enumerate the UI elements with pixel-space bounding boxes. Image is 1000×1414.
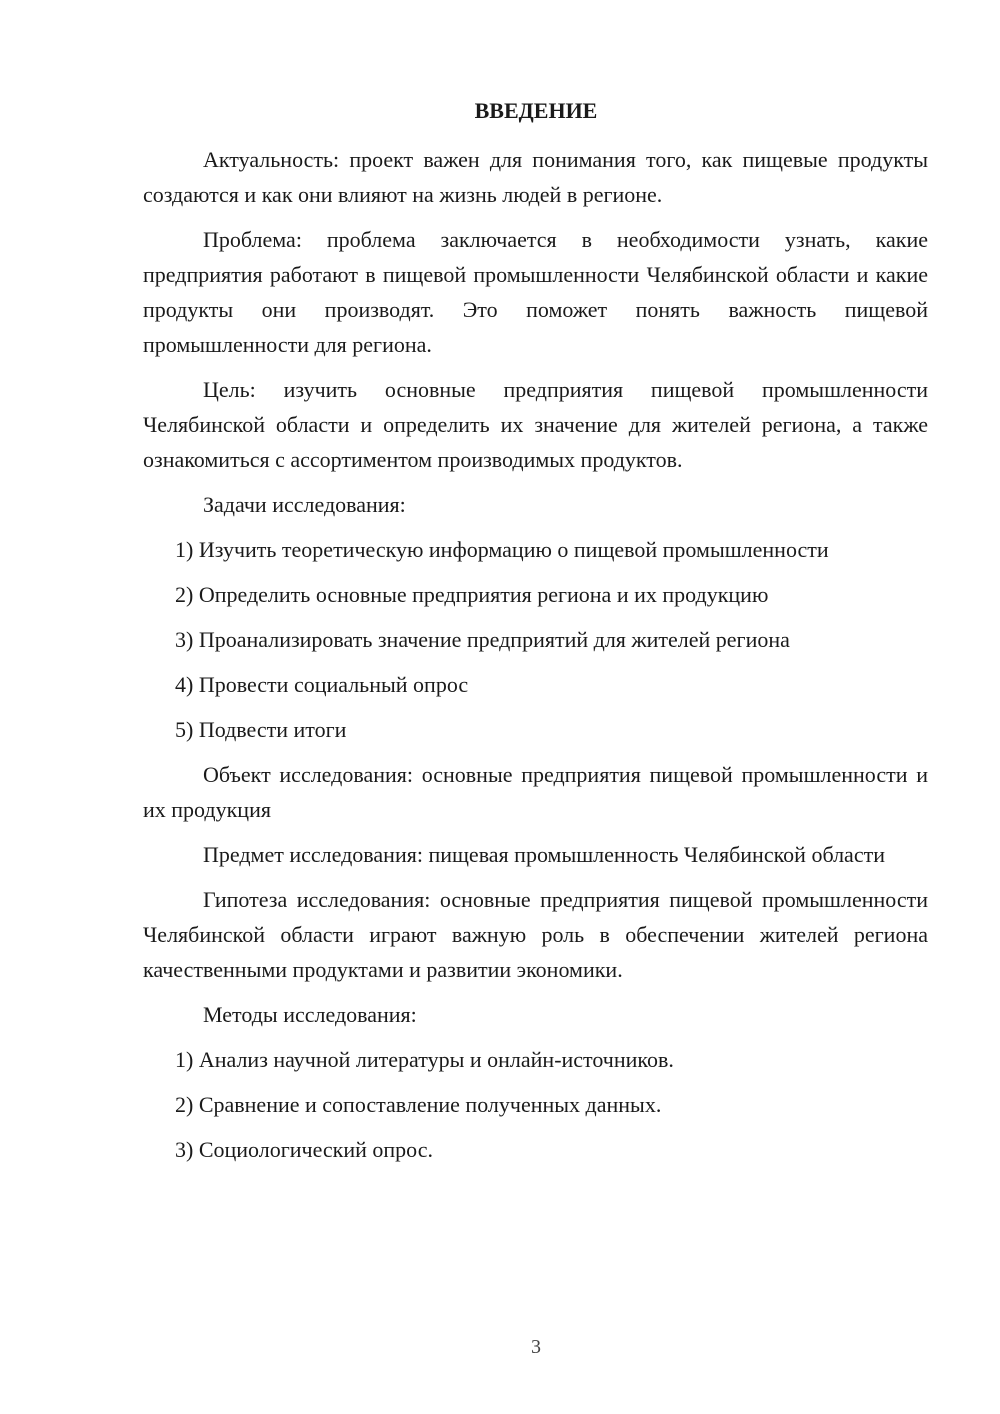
methods-heading: Методы исследования: [203, 1002, 417, 1027]
list-item: 1) Анализ научной литературы и онлайн-источников. [175, 1047, 674, 1072]
goal-paragraph: Цель: изучить основные предприятия пищевой промышленности Челябинской области и определить их значение для жителей региона, а также ознакомиться с ассортиментом производимых продуктов. [143, 377, 928, 472]
list-item: 2) Определить основные предприятия региона и их продукцию [175, 582, 769, 607]
tasks-list [143, 532, 928, 747]
hypothesis-paragraph: Гипотеза исследования: основные предприятия пищевой промышленности Челябинской области играют важную роль в обеспечении жителей региона качественными продуктами и развитии экономики. [143, 887, 928, 982]
introduction-body [143, 142, 928, 1177]
subject-paragraph: Предмет исследования: пищевая промышленность Челябинской области [203, 842, 885, 867]
list-item: 4) Провести социальный опрос [175, 672, 469, 697]
list-item: 5) Подвести итоги [175, 717, 347, 742]
list-item: 2) Сравнение и сопоставление полученных данных. [175, 1092, 662, 1117]
page-number: 3 [531, 1336, 541, 1358]
tasks-heading: Задачи исследования: [203, 492, 406, 517]
list-item: 3) Социологический опрос. [175, 1137, 433, 1162]
relevance-paragraph: Актуальность: проект важен для понимания того, как пищевые продукты создаются и как они влияют на жизнь людей в регионе. [143, 147, 928, 207]
list-item: 1) Изучить теоретическую информацию о пищевой промышленности [175, 537, 829, 562]
object-paragraph: Объект исследования: основные предприятия пищевой промышленности и их продукция [143, 762, 928, 822]
methods-list [143, 1042, 928, 1167]
page-title: ВВЕДЕНИЕ [474, 98, 598, 123]
problem-paragraph: Проблема: проблема заключается в необходимости узнать, какие предприятия работают в пищевой промышленности Челябинской области и какие продукты они производят. Это поможет понять важность пищевой промышленности для региона. [143, 227, 928, 357]
list-item: 3) Проанализировать значение предприятий для жителей региона [175, 627, 790, 652]
